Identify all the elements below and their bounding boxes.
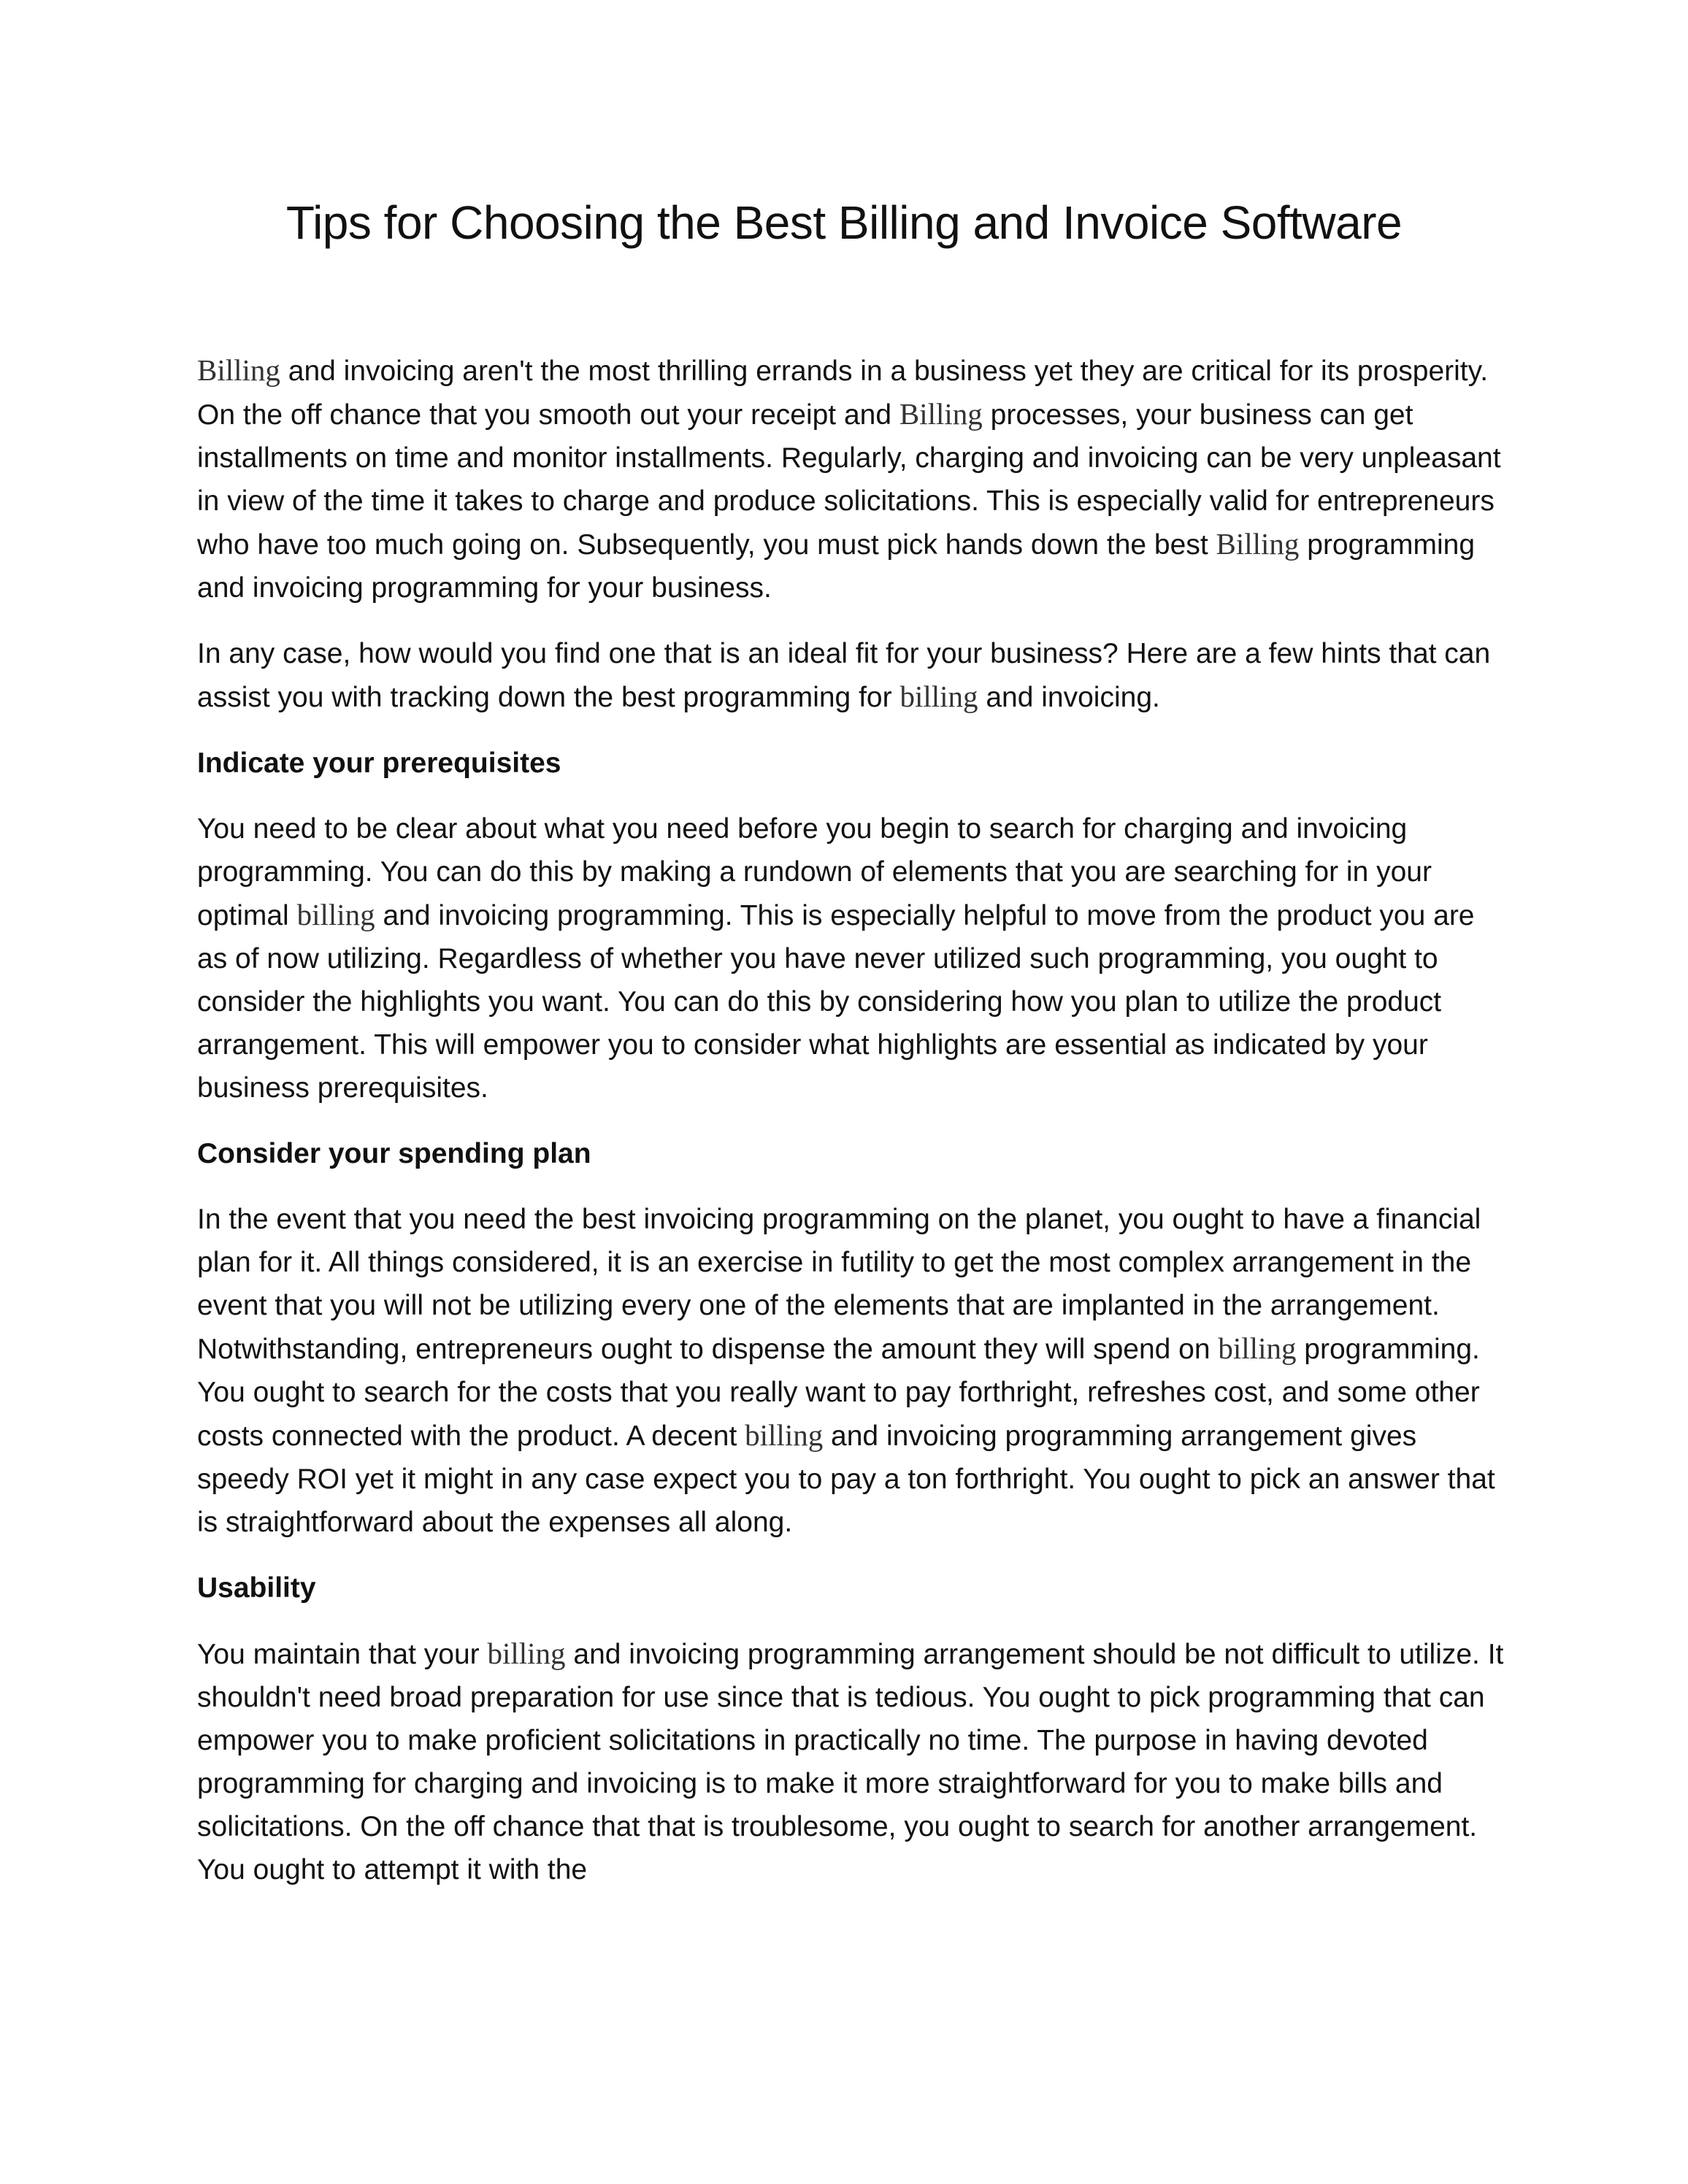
billing-term: billing (1218, 1331, 1297, 1365)
billing-term: Billing (899, 397, 983, 431)
paragraph-text: programming. You ought to search for the costs that you really want to pay forthright, refreshes cost, and some other costs connected with the product. A decent (197, 1334, 1480, 1452)
billing-term: billing (745, 1418, 824, 1452)
paragraph-text: In any case, how would you find one that is an ideal fit for your business? Here are a few hints that can assist you with tracking down the best programming for (197, 638, 1491, 713)
paragraph-text: programming and invoicing programming for your business. (197, 529, 1476, 604)
paragraph-text: and invoicing. (978, 682, 1160, 713)
paragraph-text: processes, your business can get installments on time and monitor installments. Regularly, charging and invoicing can be very unpleasant in view of the time it takes to charge and produce solicitations. This is especially valid for entrepreneurs who have too much going on. Subsequently, you must pick hands down the best (197, 399, 1501, 561)
section-heading-spending-plan: Consider your spending plan (197, 1138, 591, 1169)
section-heading-prerequisites: Indicate your prerequisites (197, 747, 561, 779)
paragraph-text: and invoicing programming arrangement should be not difficult to utilize. It shouldn't need broad preparation for use since that is tedious. You ought to pick programming that can empower you to make proficient solicitations in practically no time. The purpose in having devoted programming for charging and invoicing is to make it more straightforward for you to make bills and solicitations. On the off chance that that is troublesome, you ought to search for another arrangement. You ought to attempt it with the (197, 1639, 1504, 1885)
paragraph-text: In the event that you need the best invoicing programming on the planet, you ought to have a financial plan for it. All things considered, it is an exercise in futility to get the most complex arrangement in the event that you will not be utilizing every one of the elements that are implanted in the arrangement. Notwithstanding, entrepreneurs ought to dispense the amount they will spend on (197, 1204, 1481, 1365)
section-heading-usability: Usability (197, 1572, 316, 1604)
billing-term: billing (296, 898, 375, 931)
section-paragraph-prerequisites (197, 807, 1504, 1110)
intro-paragraph-2 (197, 632, 1504, 719)
billing-term: Billing (197, 353, 280, 387)
paragraph-text: and invoicing programming. This is especially helpful to move from the product you are as of now utilizing. Regardless of whether you have never utilized such programming, you ought to consider the highlights you want. You can do this by considering how you plan to utilize the product arrangement. This will empower you to consider what highlights are essential as indicated by your business prerequisites. (197, 900, 1475, 1104)
paragraph-text: You maintain that your (197, 1639, 488, 1670)
billing-term: billing (899, 680, 978, 713)
section-paragraph-usability (197, 1632, 1504, 1891)
page-title: Tips for Choosing the Best Billing and Invoice Software (285, 196, 1403, 249)
paragraph-text: and invoicing programming arrangement gives speedy ROI yet it might in any case expect you to pay a ton forthright. You ought to pick an answer that is straightforward about the expenses all along. (197, 1420, 1495, 1538)
billing-term: billing (487, 1637, 566, 1670)
intro-paragraph-1 (197, 349, 1504, 610)
billing-term: Billing (1216, 527, 1300, 561)
paragraph-text: You need to be clear about what you need before you begin to search for charging and invoicing programming. You can do this by making a rundown of elements that you are searching for in your optimal (197, 813, 1432, 931)
document-body (197, 349, 1504, 1914)
paragraph-text: and invoicing aren't the most thrilling errands in a business yet they are critical for its prosperity. On the off chance that you smooth out your receipt and (197, 355, 1489, 431)
section-paragraph-spending-plan (197, 1198, 1504, 1544)
